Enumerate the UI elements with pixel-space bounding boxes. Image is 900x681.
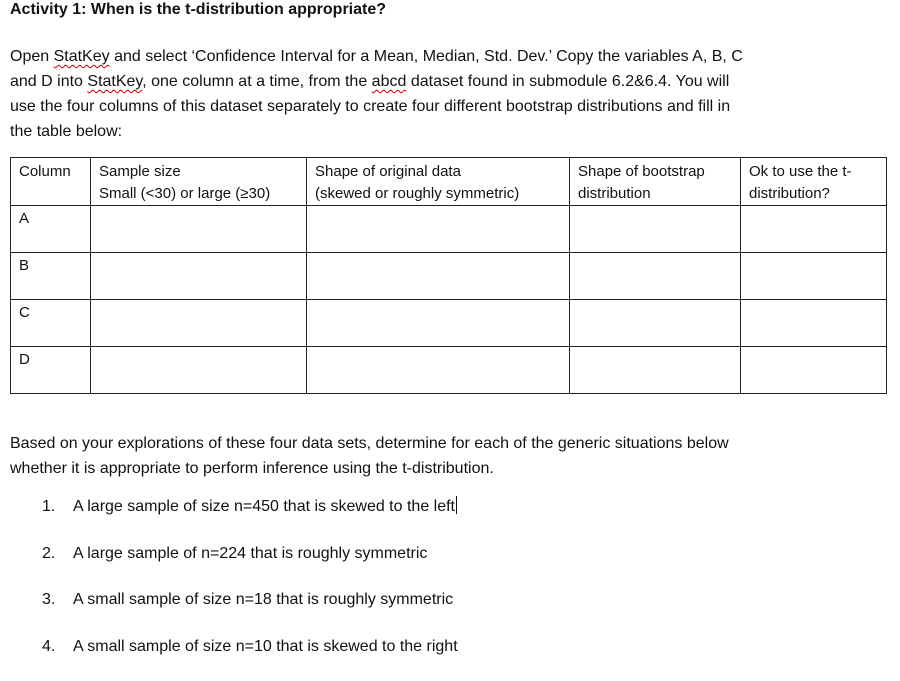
- list-item: 3. A small sample of size n=18 that is roughly symmetric: [42, 588, 458, 635]
- row-label: D: [11, 347, 91, 394]
- intro-line-1: Open StatKey and select ‘Confidence Interval for a Mean, Median, Std. Dev.’ Copy the variables A, B, C: [10, 44, 890, 69]
- header-ok-t: Ok to use the t- distribution?: [741, 158, 887, 206]
- header-column: Column: [11, 158, 91, 206]
- header-shape-bootstrap: Shape of bootstrap distribution: [570, 158, 741, 206]
- list-item: 1. A large sample of size n=450 that is skewed to the left: [42, 495, 458, 542]
- header-sample-size: Sample size Small (<30) or large (≥30): [91, 158, 307, 206]
- instructions-line-2: whether it is appropriate to perform inference using the t-distribution.: [10, 456, 890, 481]
- table-cell[interactable]: [307, 300, 570, 347]
- situation-text[interactable]: A large sample of size n=450 that is skewed to the left: [73, 498, 455, 515]
- intro-line-3: use the four columns of this dataset separately to create four different bootstrap distributions and fill in: [10, 94, 890, 119]
- table-cell[interactable]: [741, 347, 887, 394]
- table-cell[interactable]: [91, 206, 307, 253]
- table-cell[interactable]: [570, 300, 741, 347]
- instructions-line-1: Based on your explorations of these four data sets, determine for each of the generic situations below: [10, 431, 890, 456]
- intro-line-2: and D into StatKey, one column at a time, from the abcd dataset found in submodule 6.2&6.4. You will: [10, 69, 890, 94]
- table-row: [11, 206, 887, 253]
- row-label: B: [11, 253, 91, 300]
- situations-list: [42, 495, 458, 681]
- activity-title: Activity 1: When is the t-distribution appropriate?: [10, 0, 386, 20]
- spellcheck-word[interactable]: StatKey: [54, 48, 110, 65]
- list-item: 2. A large sample of n=224 that is roughly symmetric: [42, 542, 458, 589]
- list-item: 4. A small sample of size n=10 that is skewed to the right: [42, 635, 458, 681]
- table-cell[interactable]: [570, 253, 741, 300]
- table-row: [11, 347, 887, 394]
- table-cell[interactable]: [91, 347, 307, 394]
- table-cell[interactable]: [91, 253, 307, 300]
- text-cursor: [456, 496, 457, 514]
- header-shape-original: Shape of original data (skewed or roughly symmetric): [307, 158, 570, 206]
- table-cell[interactable]: [307, 206, 570, 253]
- intro-line-4: the table below:: [10, 119, 890, 144]
- table-header-row: [11, 158, 887, 206]
- spellcheck-word[interactable]: StatKey: [87, 73, 142, 90]
- situation-text[interactable]: A large sample of n=224 that is roughly symmetric: [73, 545, 427, 562]
- table-row: [11, 253, 887, 300]
- table-cell[interactable]: [741, 253, 887, 300]
- row-label: A: [11, 206, 91, 253]
- table-cell[interactable]: [741, 300, 887, 347]
- table-cell[interactable]: [307, 347, 570, 394]
- situation-text[interactable]: A small sample of size n=18 that is roughly symmetric: [73, 591, 453, 608]
- table-cell[interactable]: [570, 206, 741, 253]
- table-row: [11, 300, 887, 347]
- row-label: C: [11, 300, 91, 347]
- situation-text[interactable]: A small sample of size n=10 that is skewed to the right: [73, 638, 458, 655]
- intro-paragraph: [10, 44, 890, 144]
- table-cell[interactable]: [307, 253, 570, 300]
- table-cell[interactable]: [570, 347, 741, 394]
- bootstrap-table: [10, 157, 887, 394]
- table-cell[interactable]: [91, 300, 307, 347]
- table-cell[interactable]: [741, 206, 887, 253]
- spellcheck-word[interactable]: abcd: [372, 73, 407, 90]
- instructions-paragraph: [10, 431, 890, 481]
